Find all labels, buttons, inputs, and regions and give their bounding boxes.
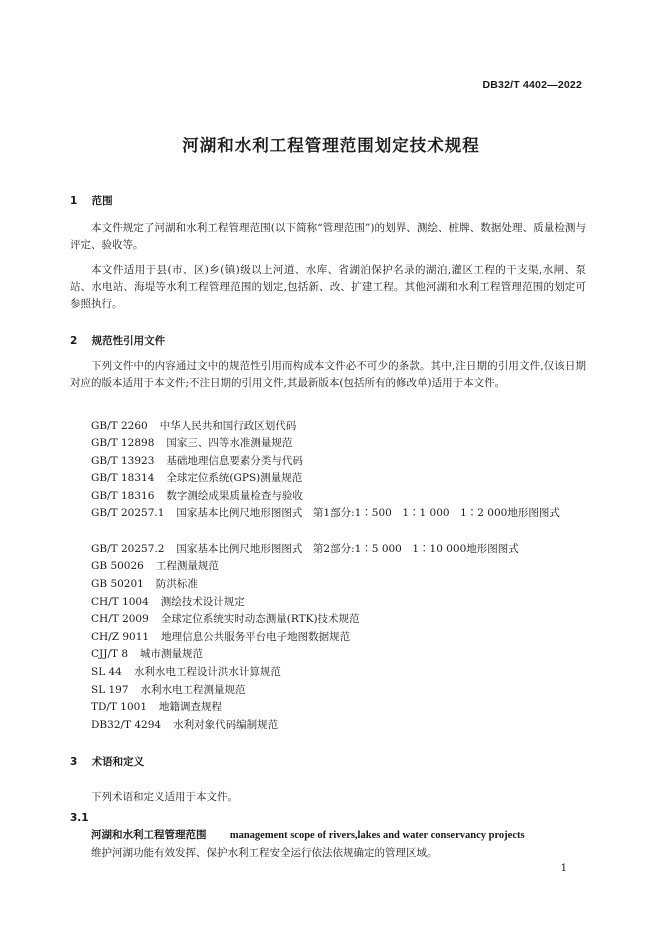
reference-name: 数字测绘成果质量检查与验收	[166, 490, 303, 502]
reference-name: 防洪标准	[155, 578, 198, 590]
reference-code: GB 50201	[91, 578, 144, 590]
reference-code: GB/T 20257.2	[91, 543, 165, 555]
reference-name: 基础地理信息要素分类与代码	[166, 455, 303, 467]
reference-item	[91, 541, 519, 558]
reference-item	[91, 576, 198, 593]
reference-code: DB32/T 4294	[91, 719, 162, 731]
standard-code: DB32/T 4402—2022	[482, 79, 582, 91]
document-title: 河湖和水利工程管理范围划定技术规程	[182, 136, 480, 155]
section-number: 2	[70, 335, 78, 347]
reference-item	[91, 717, 278, 734]
reference-name: 全球定位系统实时动态测量(RTK)技术规范	[160, 613, 360, 625]
reference-code: GB/T 18316	[91, 490, 155, 502]
reference-item	[91, 470, 302, 487]
section-1-paragraph-1: 本文件规定了河湖和水利工程管理范围(以下简称“管理范围”)的划界、测绘、桩牌、数据处理、质量检测与评定、验收等。	[70, 222, 586, 251]
reference-code: CH/Z 9011	[91, 631, 150, 643]
reference-name: 国家基本比例尺地形图图式 第1部分:1∶500 1∶1 000 1∶2 000地形图图式	[176, 507, 560, 519]
reference-item	[91, 664, 281, 681]
reference-item	[70, 505, 566, 522]
reference-code: CH/T 2009	[91, 613, 149, 625]
reference-code: GB/T 13923	[91, 455, 155, 467]
term-number: 3.1	[70, 812, 89, 824]
reference-name: 中华人民共和国行政区划代码	[159, 420, 297, 432]
section-number: 3	[70, 756, 78, 768]
reference-name: 全球定位系统(GPS)测量规范	[166, 472, 303, 484]
reference-code: SL 44	[91, 666, 122, 678]
section-1-heading	[70, 193, 113, 208]
reference-item	[91, 453, 303, 470]
reference-code: GB/T 20257.1	[91, 507, 165, 519]
reference-name: 国家基本比例尺地形图图式 第2部分:1∶5 000 1∶10 000地形图图式	[176, 543, 519, 555]
reference-item	[91, 594, 245, 611]
reference-name: 水利水电工程设计洪水计算规范	[133, 666, 281, 678]
reference-name: 水利水电工程测量规范	[140, 684, 246, 696]
page-number: 1	[560, 863, 567, 874]
section-3-heading	[70, 754, 144, 769]
reference-code: GB/T 18314	[91, 472, 155, 484]
reference-code: SL 197	[91, 684, 129, 696]
section-title: 术语和定义	[91, 756, 145, 768]
term-entry	[91, 827, 525, 842]
reference-name: 测绘技术设计规定	[160, 596, 245, 608]
section-3-intro: 下列术语和定义适用于本文件。	[91, 791, 238, 803]
reference-item	[91, 629, 350, 646]
section-2-heading	[70, 333, 165, 348]
reference-name: 水利对象代码编制规范	[173, 719, 279, 731]
term-definition: 维护河湖功能有效发挥、保护水利工程安全运行依法依规确定的管理区域。	[91, 847, 438, 859]
term-chinese: 河湖和水利工程管理范围	[91, 829, 207, 841]
reference-code: GB 50026	[91, 560, 144, 572]
reference-code: TD/T 1001	[91, 701, 148, 713]
reference-item	[91, 558, 219, 575]
reference-code: CJJ/T 8	[91, 648, 129, 660]
section-number: 1	[70, 195, 78, 207]
reference-item	[91, 488, 303, 505]
reference-item	[91, 699, 222, 716]
reference-item	[91, 682, 246, 699]
reference-name: 工程测量规范	[155, 560, 219, 572]
reference-item	[91, 418, 296, 435]
section-2-intro: 下列文件中的内容通过文中的规范性引用而构成本文件必不可少的条款。其中,注日期的引用文件,仅该日期对应的版本适用于本文件;不注日期的引用文件,其最新版本(包括所有的修改单)适用于本文件。	[70, 360, 586, 389]
reference-code: GB/T 2260	[91, 420, 148, 432]
term-english: management scope of rivers,lakes and water conservancy projects	[229, 830, 525, 841]
reference-code: CH/T 1004	[91, 596, 149, 608]
section-1-paragraph-2: 本文件适用于县(市、区)乡(镇)级以上河道、水库、省湖泊保护名录的湖泊,灌区工程的干支渠,水闸、泵站、水电站、海堤等水利工程管理范围的划定,包括新、改、扩建工程。其他河湖和水利工程管理范围的划定可参照执行。	[70, 264, 586, 310]
reference-name: 地理信息公共服务平台电子地图数据规范	[161, 631, 351, 643]
reference-name: 城市测量规范	[140, 648, 204, 660]
reference-code: GB/T 12898	[91, 437, 155, 449]
section-title: 规范性引用文件	[91, 335, 166, 347]
reference-item	[91, 435, 292, 452]
reference-name: 地籍调查规程	[159, 701, 223, 713]
reference-item	[91, 646, 203, 663]
section-title: 范围	[91, 195, 113, 207]
reference-item	[91, 611, 360, 628]
reference-name: 国家三、四等水准测量规范	[166, 437, 293, 449]
